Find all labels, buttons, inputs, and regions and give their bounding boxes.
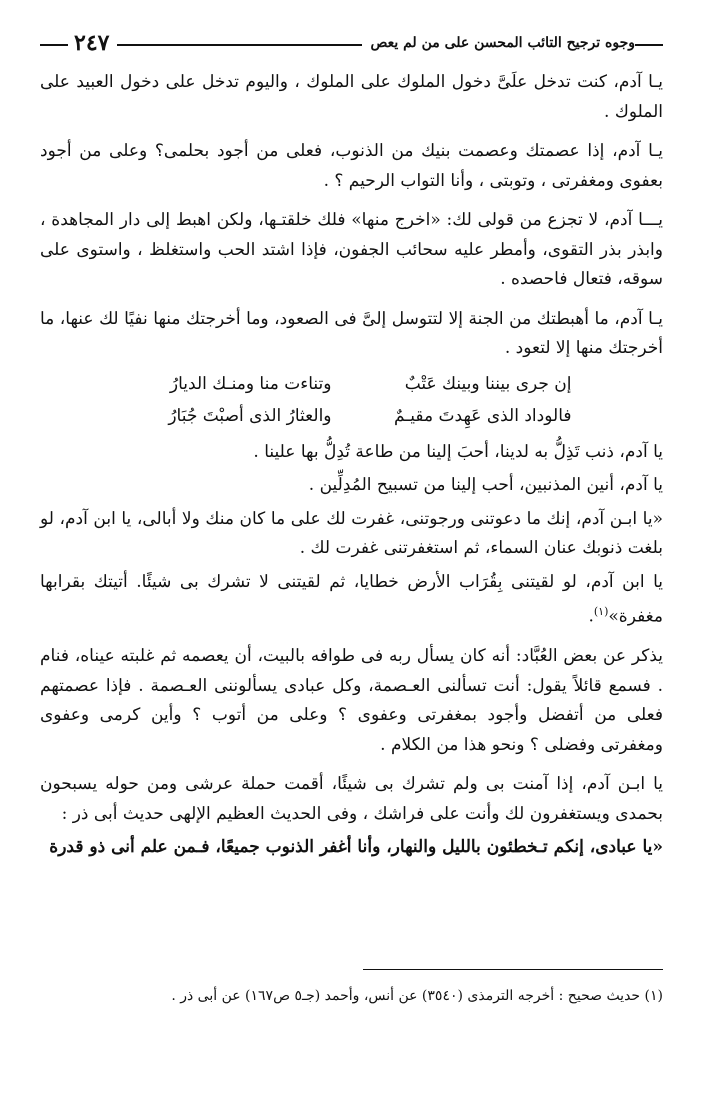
- verse-line: [40, 368, 663, 400]
- header-dash: [635, 44, 663, 46]
- page-number: ٢٤٧: [74, 30, 110, 56]
- paragraph: يا آدم، أنين المذنبين، أحب إلينا من تسبيح المُدِلِّين .: [308, 475, 663, 495]
- bold-quote: «يا عبادى، إنكم تـخطئون بالليل والنهار، وأنا أغفر الذنوب جميعًا، فـمن علم أنى ذو قدرة: [49, 837, 663, 858]
- verse-first-hemistich: إن جرى بيننا وبينك عَتْبٌ: [404, 373, 572, 394]
- paragraph: يا ابـن آدم، إذا آمنت بى ولم تشرك بى شيئًا، أقمت حملة عرشى ومن حوله يسبحون بحمدى ويستغفرون لك وأنت على فراشك ، وفى الحديث العظيم الإلهى حديث أبى ذر :: [40, 774, 663, 824]
- header-dash-end: [40, 44, 68, 46]
- footnote-rule: [363, 969, 663, 970]
- footnote: (١) حديث صحيح : أخرجه الترمذى (٣٥٤٠) عن أنس، وأحمد (جـ٥ ص١٦٧) عن أبى ذر .: [171, 988, 663, 1004]
- verse-first-hemistich: فالوداد الذى عَهِدتَ مقيـمٌ: [393, 405, 572, 426]
- body-text: [40, 68, 663, 873]
- paragraph: يا آدم، ذنب تَذِلُّ به لدينا، أحبَ إلينا من طاعة تُدِلُّ بها علينا .: [253, 441, 663, 462]
- paragraph: يـــا آدم، لا تجزع من قولى لك: «اخرج منها» فلك خلقتـها، ولكن اهبط إلى دار المجاهدة ، وابذر بذر التقوى، وأمطر عليه سحائب الجفون، فإذا اشتد الحب واستغلظ ، واستوى على سوقه، فتعال فاحصده .: [40, 210, 663, 289]
- paragraph: يـا آدم، ما أهبطتك من الجنة إلا لتتوسل إلىَّ فى الصعود، وما أخرجتك منها نفيًا لك عنها، ما أخرجتك منها إلا لتعود .: [40, 308, 663, 358]
- paragraph: «يا ابـن آدم، إنك ما دعوتنى ورجوتنى، غفرت لك على ما كان منك ولا أبالى، يا ابن آدم، لو بلغت ذنوبك عنان السماء، ثم استغفرتنى غفرت لك .: [40, 508, 663, 558]
- paragraph: يذكر عن بعض العُبَّاد: أنه كان يسأل ربه فى طوافه بالبيت، أن يعصمه ثم غلبته عيناه، فنام . فسمع قائلاً يقول: أنت تسألنى العـصمة، وكل عبادى يسألوننى العـصمة . فإذا عصمتهم فعلى من أتفضل وأجود بمغفرتى وعفوى ؟ وعلى من أتوب ؟ وأين كرمى وعفوى ومغفرتى وفضلى ؟ ونحو هذا من الكلام .: [40, 646, 663, 755]
- verse-second-hemistich: والعثارُ الذى أصبْتَ جُبَارُ: [168, 405, 332, 426]
- footnote-marker: (١): [593, 605, 609, 618]
- header-title: وجوه ترجيح التائب المحسن على من لم يعص: [370, 35, 635, 51]
- paragraph-with-footnote: يا ابن آدم، لو لقيتنى بِقُرَاب الأرض خطايا، ثم لقيتنى لا تشرك بى شيئًا. أتيتك بقرابها مغفرة»$^{(١)}$.: [40, 571, 663, 627]
- hadith-text: يا ابن آدم، لو لقيتنى بِقُرَاب الأرض خطايا، ثم لقيتنى لا تشرك بى شيئًا. أتيتك بقرابها مغفرة»: [40, 571, 663, 627]
- paragraph: يـا آدم، كنت تدخل علَىَّ دخول الملوك على الملوك ، واليوم تدخل على دخول العبيد على الملوك .: [40, 72, 663, 122]
- paragraph: يـا آدم، إذا عصمتك وعصمت بنيك من الذنوب، فعلى من أجود بحلمى؟ وعلى من أجود بعفوى ومغفرتى ، وتوبتى ، وأنا التواب الرحيم ؟ .: [40, 141, 663, 191]
- header-rule: [117, 44, 362, 46]
- verse-second-hemistich: وتناءت منا ومنـك الديارُ: [169, 373, 332, 394]
- running-header: [40, 28, 663, 58]
- poem-verses: [40, 368, 663, 432]
- verse-line: [40, 400, 663, 432]
